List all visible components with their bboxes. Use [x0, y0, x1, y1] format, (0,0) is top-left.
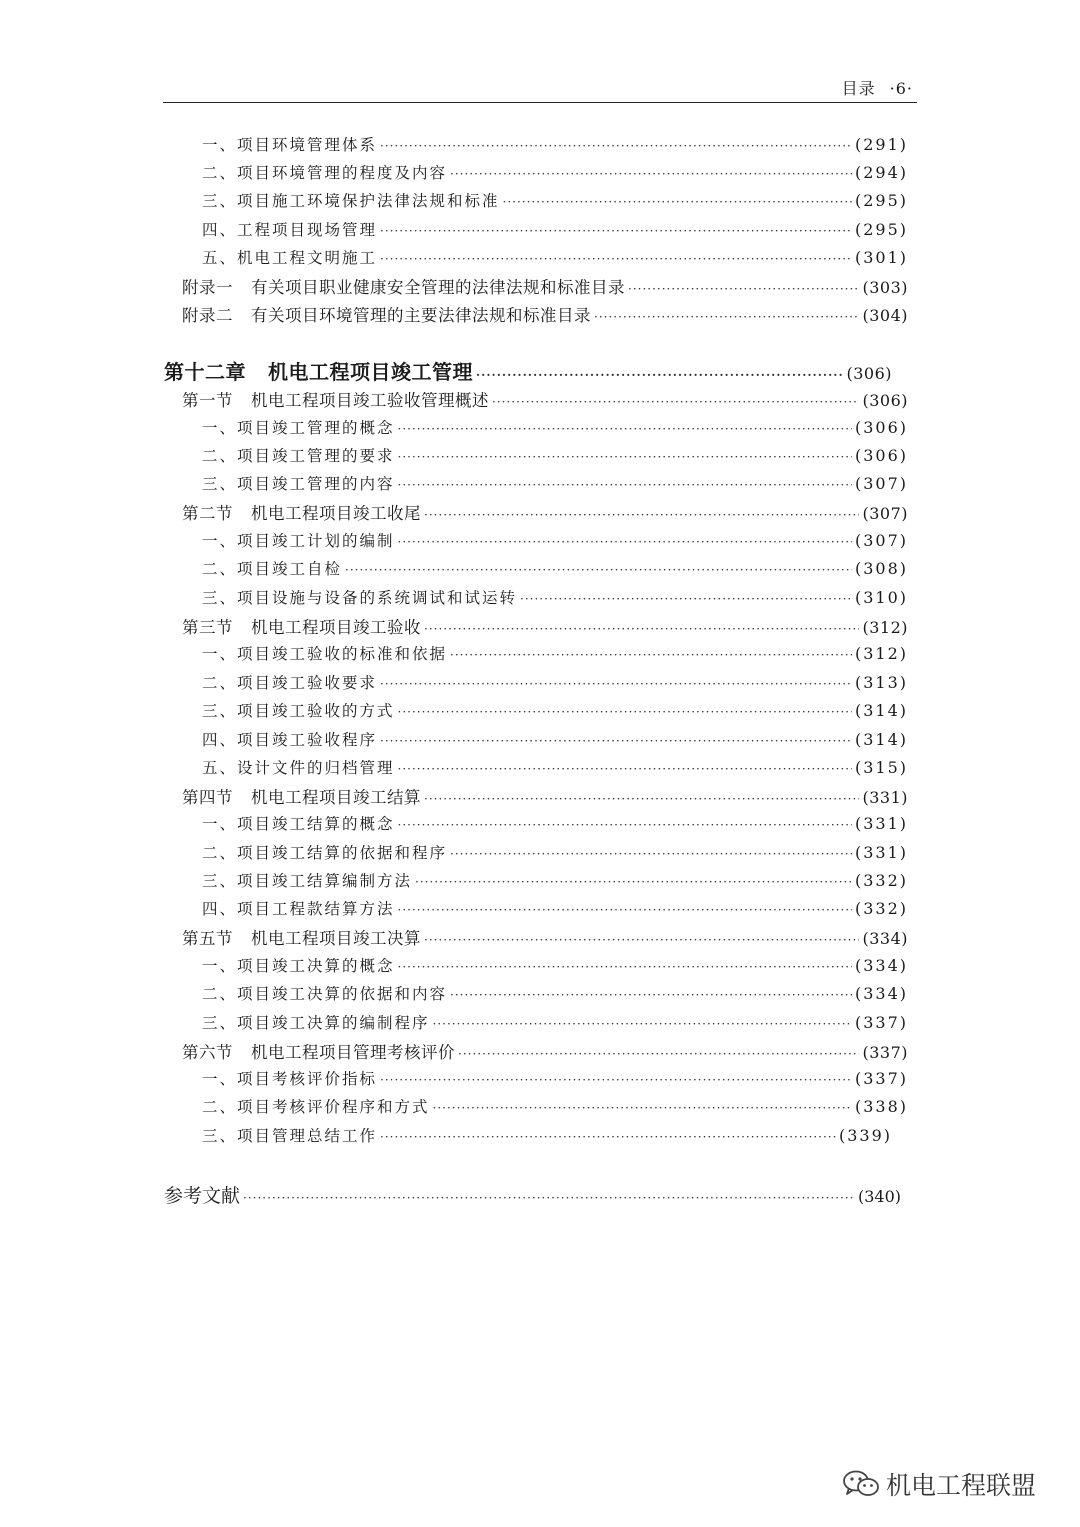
- toc-entry: 四、工程项目现场管理 ····· (295): [202, 218, 908, 240]
- toc-entry: 二、项目环境管理的程度及内容 ····· (294): [202, 161, 908, 183]
- toc-entry: 一、项目考核评价指标 ····· (337): [202, 1067, 908, 1089]
- toc-entry: 三、项目管理总结工作 ····· (339): [202, 1124, 892, 1146]
- toc-entry: 四、项目竣工验收程序 ····· (314): [202, 728, 908, 750]
- toc-entry: 三、项目竣工结算编制方法 ····· (332): [202, 869, 908, 891]
- header-page-number: ·6·: [889, 79, 913, 98]
- toc-section: 第五节 机电工程项目竣工决算 ····· (334): [182, 925, 908, 949]
- toc-section: 第四节 机电工程项目竣工结算 ····· (331): [182, 784, 908, 808]
- toc-appendix: 附录一 有关项目职业健康安全管理的法律法规和标准目录 ····· (303): [182, 274, 908, 298]
- toc-entry: 一、项目环境管理体系 ····· (291): [202, 133, 908, 155]
- toc-references: 参考文献 ····· (340): [164, 1181, 901, 1208]
- toc-entry: 二、项目竣工结算的依据和程序 ····· (331): [202, 841, 908, 863]
- header-text: [842, 76, 913, 99]
- watermark-text: 机电工程联盟: [886, 1471, 1037, 1500]
- toc-entry: 三、项目施工环境保护法律法规和标准 ····· (295): [202, 189, 908, 211]
- toc-entry: 二、项目考核评价程序和方式 ····· (338): [202, 1095, 908, 1117]
- toc-section: 第六节 机电工程项目管理考核评价 ····· (337): [182, 1039, 908, 1063]
- toc-entry: 三、项目设施与设备的系统调试和试运转 ····· (310): [202, 586, 908, 608]
- toc-entry: 一、项目竣工验收的标准和依据 ····· (312): [202, 642, 908, 664]
- header-title: 目录: [841, 79, 876, 98]
- toc-entry: 一、项目竣工管理的概念 ····· (306): [202, 416, 908, 438]
- toc-section: 第三节 机电工程项目竣工验收 ····· (312): [182, 614, 908, 638]
- watermark: [842, 1466, 1036, 1502]
- toc-entry: 三、项目竣工管理的内容 ····· (307): [202, 472, 908, 494]
- toc-entry: 三、项目竣工验收的方式 ····· (314): [202, 699, 908, 721]
- toc-entry: 一、项目竣工结算的概念 ····· (331): [202, 812, 908, 834]
- toc-entry: 二、项目竣工管理的要求 ····· (306): [202, 444, 908, 466]
- toc-entry: 五、机电工程文明施工 ····· (301): [202, 246, 908, 268]
- wechat-icon: [842, 1469, 880, 1499]
- toc-entry: 三、项目竣工决算的编制程序 ····· (337): [202, 1011, 908, 1033]
- toc-chapter: 第十二章 机电工程项目竣工管理 ····· (306): [164, 356, 892, 385]
- toc-entry: 四、项目工程款结算方法 ····· (332): [202, 897, 908, 919]
- toc-entry: 二、项目竣工验收要求 ····· (313): [202, 671, 908, 693]
- running-header: [163, 76, 917, 103]
- toc-section: 第二节 机电工程项目竣工收尾 ····· (307): [182, 500, 908, 524]
- toc-entry: 五、设计文件的归档管理 ····· (315): [202, 756, 908, 778]
- toc-appendix: 附录二 有关项目环境管理的主要法律法规和标准目录 ····· (304): [182, 302, 908, 326]
- toc-entry: 二、项目竣工自检 ····· (308): [202, 557, 908, 579]
- toc-entry: 二、项目竣工决算的依据和内容 ····· (334): [202, 982, 908, 1004]
- toc-entry: 一、项目竣工决算的概念 ····· (334): [202, 954, 908, 976]
- toc-entry: 一、项目竣工计划的编制 ····· (307): [202, 529, 908, 551]
- toc-section: 第一节 机电工程项目竣工验收管理概述 ····· (306): [182, 387, 908, 411]
